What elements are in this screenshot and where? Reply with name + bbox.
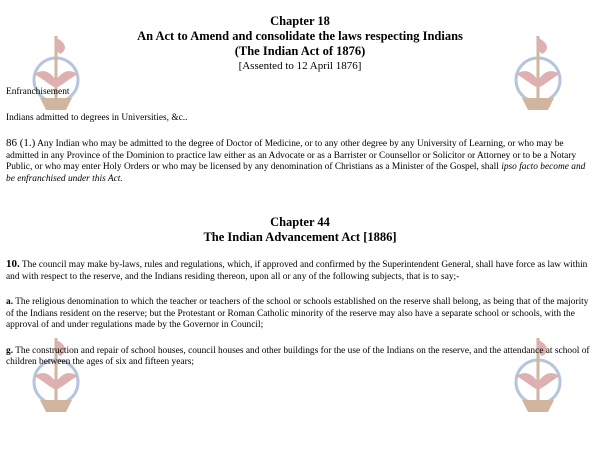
document-page xyxy=(6,14,594,369)
subsection-a-paragraph xyxy=(6,297,594,332)
subsection-g-text: The construction and repair of school houses, council houses and other buildings for the use of the Indians on the reserve, and the attendance at school of children between the ages of six and fifteen years; xyxy=(6,345,590,367)
chapter-18-short-title: (The Indian Act of 1876) xyxy=(234,44,366,58)
subsection-a-label: a. xyxy=(6,297,14,307)
chapter-18-heading: Chapter 18 xyxy=(270,14,330,28)
chapter-18-header xyxy=(6,14,594,73)
section-10-paragraph xyxy=(6,259,594,283)
subsection-g-paragraph xyxy=(6,346,594,369)
section-86-paragraph xyxy=(6,138,594,185)
subheading: Indians admitted to degrees in Universities, &c.. xyxy=(6,112,188,123)
chapter-44-header xyxy=(6,215,594,245)
subsection-a-text: The religious denomination to which the teacher or teachers of the school or schools established on the reserve shall belong, as being that of the majority of the Indians resident on the reserve; but the Protestant or Roman Catholic minority of the reserve may also have a separate school or schools, with the approval of and under regulations made by the Governor in Council; xyxy=(6,297,589,330)
chapter-44-heading: Chapter 44 xyxy=(270,215,330,229)
assent-line: [Assented to 12 April 1876] xyxy=(238,60,362,72)
chapter-44-title: The Indian Advancement Act [1886] xyxy=(203,230,397,244)
section-86-text: Any Indian who may be admitted to the degree of Doctor of Medicine, or to any other degree by any University of Learning, or who may be admitted in any Province of the Dominion to practice law either as an Advocate or as a Barrister or Counsellor or Solicitor or Attorney or to be a Notary Public, or who may enter Holy Orders or who may be licensed by any denomination of Christians as a Minister of the Gospel, shall xyxy=(6,139,577,172)
section-heading: Enfranchisement xyxy=(6,87,70,97)
chapter-18-title: An Act to Amend and consolidate the laws respecting Indians xyxy=(137,29,463,43)
section-86-number: 86 (1.) xyxy=(6,137,36,149)
section-10-label: 10. xyxy=(6,258,20,270)
section-10-text: The council may make by-laws, rules and regulations, which, if approved and confirmed by the Superintendent General, shall have force as law within and with respect to the reserve, and the Indians residing thereon, upon all or any of the following subjects, that is to say;- xyxy=(6,260,588,282)
subsection-g-label: g. xyxy=(6,345,14,356)
section-86-italic: ipso facto become and be enfranchised under this Act. xyxy=(6,162,586,184)
